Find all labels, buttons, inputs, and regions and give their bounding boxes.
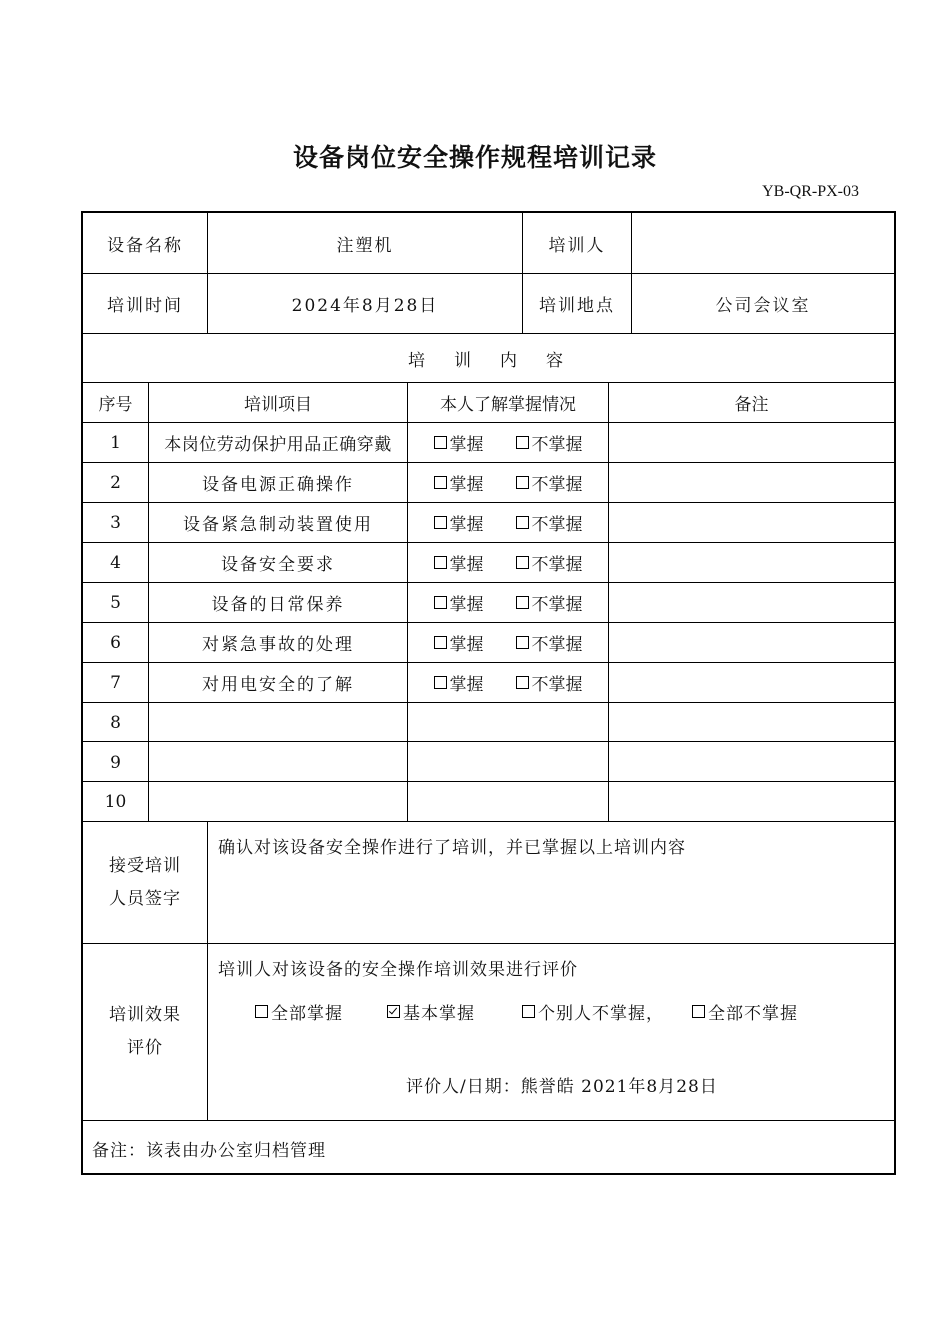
remark-cell[interactable] — [609, 743, 894, 782]
option-label: 掌握 — [449, 515, 484, 535]
option-label: 掌握 — [449, 595, 484, 615]
option-label: 掌握 — [449, 555, 484, 575]
training-place-label: 培训地点 — [539, 296, 615, 316]
signature-label-line2: 人员签字 — [109, 888, 181, 909]
evaluation-option-label: 个别人不掌握， — [538, 1004, 664, 1024]
option-label: 不掌握 — [531, 435, 583, 455]
mastery-options — [408, 743, 608, 782]
signature-label-line1: 接受培训 — [109, 855, 181, 876]
remark-cell[interactable] — [609, 623, 894, 662]
remark-cell[interactable] — [609, 463, 894, 502]
row-number: 5 — [110, 592, 121, 613]
option-label: 掌握 — [449, 635, 484, 655]
mastered-checkbox[interactable] — [434, 470, 484, 495]
evaluation-options — [255, 995, 875, 1023]
header-remark: 备注 — [734, 395, 769, 415]
not-mastered-checkbox[interactable] — [516, 510, 583, 535]
not-mastered-checkbox[interactable] — [516, 590, 583, 615]
checkbox-icon — [434, 436, 447, 449]
training-item — [149, 703, 407, 742]
remark-cell[interactable] — [609, 703, 894, 742]
equipment-name-label: 设备名称 — [107, 235, 183, 256]
signature-statement: 确认对该设备安全操作进行了培训，并已掌握以上培训内容 — [218, 838, 686, 858]
remark-cell[interactable] — [609, 423, 894, 462]
training-time-label: 培训时间 — [107, 296, 183, 316]
form-code: YB-QR-PX-03 — [762, 183, 859, 200]
evaluation-label — [83, 944, 207, 1120]
evaluation-option-label: 基本掌握 — [403, 1004, 475, 1024]
training-item: 对紧急事故的处理 — [202, 635, 354, 655]
mastery-options — [408, 623, 608, 662]
checkbox-icon — [516, 676, 529, 689]
evaluation-label-line2: 评价 — [127, 1038, 163, 1058]
mastered-checkbox[interactable] — [434, 430, 484, 455]
training-item — [149, 743, 407, 782]
remark-cell[interactable] — [609, 663, 894, 702]
mastery-options — [408, 782, 608, 821]
header-mastery: 本人了解掌握情况 — [440, 395, 576, 415]
trainer-value — [632, 213, 894, 273]
mastery-options — [408, 663, 608, 702]
row-number: 7 — [110, 672, 121, 693]
option-label: 掌握 — [449, 435, 484, 455]
not-mastered-checkbox[interactable] — [516, 550, 583, 575]
option-label: 不掌握 — [531, 635, 583, 655]
evaluation-option[interactable] — [387, 999, 475, 1024]
option-label: 掌握 — [449, 475, 484, 495]
mastered-checkbox[interactable] — [434, 630, 484, 655]
remark-cell[interactable] — [609, 503, 894, 542]
not-mastered-checkbox[interactable] — [516, 630, 583, 655]
option-label: 不掌握 — [531, 675, 583, 695]
training-item — [149, 782, 407, 821]
evaluation-option[interactable] — [522, 999, 664, 1024]
evaluation-option[interactable] — [692, 999, 798, 1024]
option-label: 掌握 — [449, 675, 484, 695]
training-item: 本岗位劳动保护用品正确穿戴 — [164, 435, 392, 455]
training-item: 设备电源正确操作 — [202, 475, 354, 495]
checked-box-icon — [387, 1005, 400, 1018]
row-number: 1 — [110, 432, 121, 453]
option-label: 不掌握 — [531, 515, 583, 535]
row-number: 9 — [110, 752, 121, 773]
mastered-checkbox[interactable] — [434, 510, 484, 535]
evaluation-option-label: 全部掌握 — [271, 1004, 343, 1024]
remark-cell[interactable] — [609, 782, 894, 821]
checkbox-icon — [516, 636, 529, 649]
row-number: 4 — [110, 552, 121, 573]
mastered-checkbox[interactable] — [434, 550, 484, 575]
option-label: 不掌握 — [531, 595, 583, 615]
training-item: 设备安全要求 — [221, 555, 335, 575]
checkbox-icon — [434, 596, 447, 609]
mastered-checkbox[interactable] — [434, 590, 484, 615]
mastery-options — [408, 583, 608, 622]
row-number: 2 — [110, 472, 121, 493]
not-mastered-checkbox[interactable] — [516, 670, 583, 695]
header-no: 序号 — [98, 395, 133, 415]
footer-note: 备注：该表由办公室归档管理 — [92, 1140, 326, 1161]
checkbox-icon — [692, 1005, 705, 1018]
mastered-checkbox[interactable] — [434, 670, 484, 695]
training-time-value: 2024年8月28日 — [291, 296, 439, 316]
checkbox-icon — [434, 676, 447, 689]
row-number: 8 — [110, 712, 121, 733]
option-label: 不掌握 — [531, 475, 583, 495]
checkbox-icon — [434, 556, 447, 569]
signature-label — [83, 822, 207, 943]
training-place-value: 公司会议室 — [715, 296, 811, 316]
checkbox-icon — [516, 556, 529, 569]
checkbox-icon — [255, 1005, 268, 1018]
training-record-table — [81, 211, 896, 1175]
row-number: 3 — [110, 512, 121, 533]
row-number: 10 — [104, 791, 127, 812]
equipment-name-value: 注塑机 — [336, 235, 394, 256]
remark-cell[interactable] — [609, 543, 894, 582]
mastery-options — [408, 703, 608, 742]
evaluation-statement: 培训人对该设备的安全操作培训效果进行评价 — [218, 960, 578, 980]
checkbox-icon — [516, 596, 529, 609]
evaluation-label-line1: 培训效果 — [109, 1005, 181, 1025]
training-item: 对用电安全的了解 — [202, 675, 354, 695]
checkbox-icon — [434, 516, 447, 529]
evaluation-option-label: 全部不掌握 — [708, 1004, 798, 1024]
mastery-options — [408, 423, 608, 462]
remark-cell[interactable] — [609, 583, 894, 622]
checkbox-icon — [434, 636, 447, 649]
evaluator-signature: 评价人/日期：熊誉皓 2021年8月28日 — [406, 1077, 718, 1097]
row-number: 6 — [110, 632, 121, 653]
option-label: 不掌握 — [531, 555, 583, 575]
checkbox-icon — [516, 436, 529, 449]
checkbox-icon — [516, 476, 529, 489]
checkbox-icon — [434, 476, 447, 489]
document-title: 设备岗位安全操作规程培训记录 — [292, 143, 657, 172]
training-item: 设备紧急制动装置使用 — [183, 515, 373, 535]
checkbox-icon — [522, 1005, 535, 1018]
training-item: 设备的日常保养 — [211, 595, 345, 615]
mastery-options — [408, 463, 608, 502]
mastery-options — [408, 543, 608, 582]
header-item: 培训项目 — [244, 395, 312, 415]
not-mastered-checkbox[interactable] — [516, 430, 583, 455]
training-content-heading: 培 训 内 容 — [408, 350, 569, 371]
checkbox-icon — [516, 516, 529, 529]
trainer-label: 培训人 — [548, 235, 606, 256]
signature-area[interactable] — [218, 873, 888, 935]
evaluation-option[interactable] — [255, 999, 343, 1024]
not-mastered-checkbox[interactable] — [516, 470, 583, 495]
mastery-options — [408, 503, 608, 542]
